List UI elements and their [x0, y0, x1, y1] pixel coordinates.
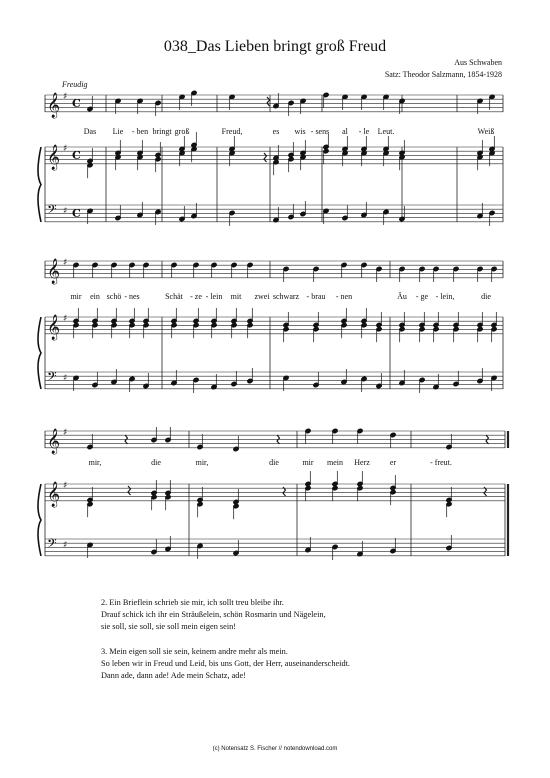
lyric-syllable: die [269, 458, 279, 467]
lyric-syllable: es [272, 127, 280, 136]
lyric-syllable: er [389, 458, 397, 467]
verse-line: 2. Ein Brieflein schrieb sie mir, ich sollt treu bleibe ihr. [101, 598, 284, 607]
lyric-syllable: - sens [310, 127, 330, 136]
verse-line: 3. Mein eigen soll sie sein, keinem andre mehr als mein. [101, 646, 288, 656]
tempo-marking: Freudig [62, 80, 88, 89]
lyric-syllable: Freud, [221, 127, 243, 136]
lyric-syllable: die [151, 458, 161, 467]
key-signature-sharp-icon: ♯ [63, 92, 68, 103]
key-signature-sharp-icon: ♯ [63, 428, 68, 439]
time-signature: C [72, 149, 81, 163]
lyric-syllable: Das [83, 127, 97, 136]
song-origin: Aus Schwaben [454, 58, 502, 67]
quarter-rest [267, 97, 270, 106]
piano-brace [38, 484, 41, 556]
treble-clef-icon: 𝄞 [47, 93, 61, 118]
verse-line: Drauf schick ich ihr ein Sträußelein, schön Rosmarin und Nägelein, [101, 610, 326, 620]
treble-clef-icon: 𝄞 [47, 259, 61, 284]
verse-line: sie soll, sie soll, sie soll mein eigen sein! [101, 622, 237, 632]
verse-2 [101, 597, 350, 634]
lyric-syllable: - ze [190, 292, 202, 301]
lyric-syllable: - freut. [430, 458, 452, 467]
lyric-syllable: mir [302, 458, 314, 467]
bass-clef-icon: 𝄢 [47, 202, 57, 220]
lyric-syllable: al [342, 127, 348, 136]
lyric-syllable: mir [70, 292, 82, 301]
time-signature: C [72, 97, 81, 111]
lyric-syllable: groß [174, 127, 190, 136]
bass-clef-icon: 𝄢 [47, 536, 57, 554]
lyric-syllable: schö [106, 292, 122, 301]
lyric-syllable: Schät [165, 292, 183, 301]
verse-line: So leben wir in Freud und Leid, bis uns Gott, der Herr, auseinanderscheidt. [101, 658, 350, 668]
copyright-footer: (c) Notensatz S. Fischer // notendownload.com [212, 746, 338, 752]
lyric-syllable: mir, [88, 458, 102, 467]
bass-clef-icon: 𝄢 [47, 369, 57, 387]
lyric-syllable: - nen [335, 292, 353, 301]
lyric-syllable: - brau [306, 292, 326, 301]
lyric-syllable: Weiß [477, 127, 495, 136]
arranger-credit: Satz: Theodor Salzmann, 1854-1928 [384, 70, 502, 79]
lyric-syllable: mein [327, 458, 343, 467]
lyric-syllable: mir, [195, 458, 209, 467]
lyric-syllable: - ben [131, 127, 149, 136]
lyric-syllable: Lie [112, 127, 124, 136]
lyric-syllable: wis [294, 127, 306, 136]
key-signature-sharp-icon: ♯ [63, 373, 68, 384]
lyric-syllable: - ge [415, 292, 429, 301]
quarter-rest [128, 486, 131, 495]
lyric-syllable: bringt [152, 127, 172, 136]
treble-clef-icon: 𝄞 [47, 429, 61, 454]
key-signature-sharp-icon: ♯ [63, 206, 68, 217]
piano-brace [38, 317, 41, 389]
key-signature-sharp-icon: ♯ [63, 314, 68, 325]
lyric-syllable: Leut. [377, 127, 395, 136]
key-signature-sharp-icon: ♯ [63, 144, 68, 155]
treble-clef-icon: 𝄞 [47, 482, 61, 507]
lyric-syllable: - lein [205, 292, 223, 301]
lyric-syllable: mit [230, 292, 242, 301]
lyric-syllable: - le [358, 127, 370, 136]
lyric-syllable: ein [90, 292, 100, 301]
key-signature-sharp-icon: ♯ [63, 481, 68, 492]
quarter-rest [264, 153, 267, 162]
treble-clef-icon: 𝄞 [47, 315, 61, 340]
time-signature: C [72, 207, 81, 221]
verse-3 [101, 646, 350, 683]
verse-line: Dann ade, dann ade! Ade mein Schatz, ade! [101, 671, 246, 681]
lyric-syllable: - nes [124, 292, 140, 301]
page-title: 038_Das Lieben bringt groß Freud [163, 38, 387, 55]
additional-verses [101, 597, 350, 694]
key-signature-sharp-icon: ♯ [63, 540, 68, 551]
key-signature-sharp-icon: ♯ [63, 258, 68, 269]
piano-brace [38, 147, 41, 222]
lyric-syllable: Äu [397, 292, 407, 301]
lyric-syllable: schwarz [272, 292, 300, 301]
treble-clef-icon: 𝄞 [47, 145, 61, 170]
lyric-syllable: Herz [354, 458, 370, 467]
lyric-syllable: die [481, 292, 491, 301]
lyric-syllable: zwei [254, 292, 270, 301]
lyric-syllable: - lein, [435, 292, 455, 301]
